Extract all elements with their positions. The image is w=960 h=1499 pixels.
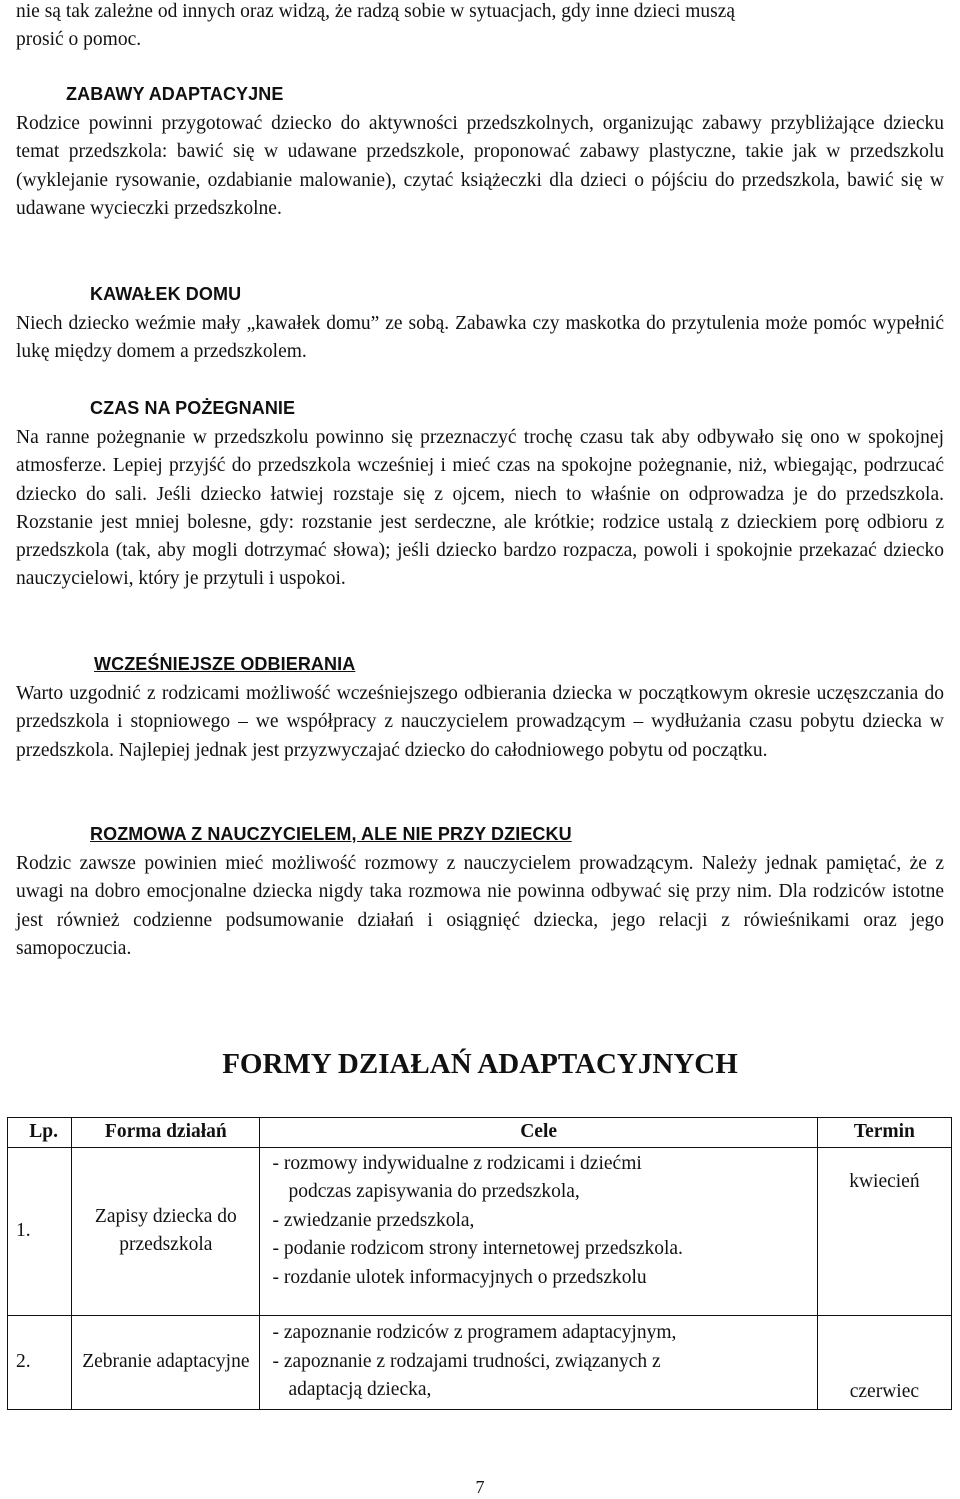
row-2-cele-item: - zapoznanie rodziców z programem adaptacyjnym, — [272, 1322, 677, 1344]
row-1-forma: Zapisy dziecka do przedszkola — [72, 1147, 260, 1315]
table-row — [8, 1315, 952, 1409]
section-body-pozegnanie: Na ranne pożegnanie w przedszkolu powinno się przeznaczyć trochę czasu tak aby odbywało się ono w spokojnej atmosferze. Lepiej przyjść do przedszkola wcześniej i mieć czas na spokojne pożegnanie, niż, wbiegając, podrzucać dziecko do sali. Jeśli dziecko łatwiej rozstaje się z ojcem, niech to właśnie on odprowadza je do przedszkola. Rozstanie jest mniej bolesne, gdy: rozstanie jest serdeczne, ale krótkie; rodzice ustalą z dzieckiem porę odbioru z przedszkola (tak, aby mogli dotrzymać słowa); jeśli dziecko bardzo rozpacza, powoli i spokojnie przekazać dziecko nauczycielowi, który je przytuli i uspokoi. — [16, 427, 944, 590]
row-1-cele-item: - podanie rodzicom strony internetowej przedszkola. — [272, 1238, 683, 1259]
forms-title: FORMY DZIAŁAŃ ADAPTACYJNYCH — [222, 1048, 738, 1080]
header-termin: Termin — [817, 1118, 951, 1148]
section-heading-pozegnanie: CZAS NA POŻEGNANIE — [90, 398, 296, 418]
intro-line-2: prosić o pomoc. — [16, 29, 142, 50]
section-body-kawalek: Niech dziecko weźmie mały „kawałek domu” ze sobą. Zabawka czy maskotka do przytulenia może pomóc wypełnić lukę między domem a przedszkolem. — [16, 313, 944, 363]
forms-table — [7, 1117, 952, 1410]
row-1-cele-item: - zwiedzanie przedszkola, — [272, 1209, 475, 1231]
page-number: 7 — [475, 1477, 485, 1497]
section-heading-odbierania: WCZEŚNIEJSZE ODBIERANIA — [94, 654, 356, 674]
row-2-cele — [260, 1315, 817, 1409]
row-1-cele — [260, 1147, 817, 1315]
header-forma: Forma działań — [72, 1118, 260, 1148]
section-body-zabawy: Rodzice powinni przygotować dziecko do aktywności przedszkolnych, organizując zabawy przybliżające dziecku temat przedszkola: bawić się w udawane przedszkole, proponować zabawy plastyczne, takie jak w przedszkolu (wyklejanie rysowanie, ozdabianie malowanie), czytać książeczki dla dzieci o pójściu do przedszkola, bawić się w udawane wycieczki przedszkolne. — [16, 113, 944, 219]
section-heading-kawalek: KAWAŁEK DOMU — [90, 284, 242, 304]
row-2-lp: 2. — [8, 1315, 72, 1409]
row-2-forma: Zebranie adaptacyjne — [72, 1315, 260, 1409]
section-heading-rozmowa: ROZMOWA Z NAUCZYCIELEM, ALE NIE PRZY DZIECKU — [90, 824, 572, 844]
row-1-cele-item: - rozmowy indywidualne z rodzicami i dziećmi — [272, 1152, 642, 1174]
header-cele: Cele — [260, 1118, 817, 1148]
section-body-odbierania: Warto uzgodnić z rodzicami możliwość wcześniejszego odbierania dziecka w początkowym okresie uczęszczania do przedszkola i stopniowego – we współpracy z nauczycielem prowadzącym – wydłużania czasu pobytu dziecka w przedszkola. Najlepiej jednak jest przyzwyczajać dziecko do całodniowego pobytu od początku. — [16, 683, 944, 761]
row-2-cele-item: adaptacją dziecka, — [288, 1379, 432, 1401]
row-1-termin: kwiecień — [817, 1147, 951, 1315]
row-2-termin: czerwiec — [817, 1315, 951, 1409]
section-body-rozmowa: Rodzic zawsze powinien mieć możliwość rozmowy z nauczycielem prowadzącym. Należy jednak pamiętać, że z uwagi na dobro emocjonalne dziecka nigdy taka rozmowa nie powinna odbywać się przy nim. Dla rodziców istotne jest również codzienne podsumowanie działań i osiągnięć dziecka, jego relacji z rówieśnikami oraz jego samopoczucia. — [16, 853, 944, 959]
row-2-cele-item: - zapoznanie z rodzajami trudności, związanych z — [272, 1350, 661, 1372]
row-1-cele-item: - rozdanie ulotek informacyjnych o przedszkolu — [272, 1266, 647, 1288]
section-heading-zabawy: ZABAWY ADAPTACYJNE — [66, 84, 284, 104]
row-1-cele-item: podczas zapisywania do przedszkola, — [288, 1181, 580, 1202]
table-header-row — [8, 1118, 952, 1148]
table-row — [8, 1147, 952, 1315]
intro-line-1: nie są tak zależne od innych oraz widzą, że radzą sobie w sytuacjach, gdy inne dzieci muszą — [16, 1, 736, 22]
header-lp: Lp. — [8, 1118, 72, 1148]
row-1-lp: 1. — [8, 1147, 72, 1315]
